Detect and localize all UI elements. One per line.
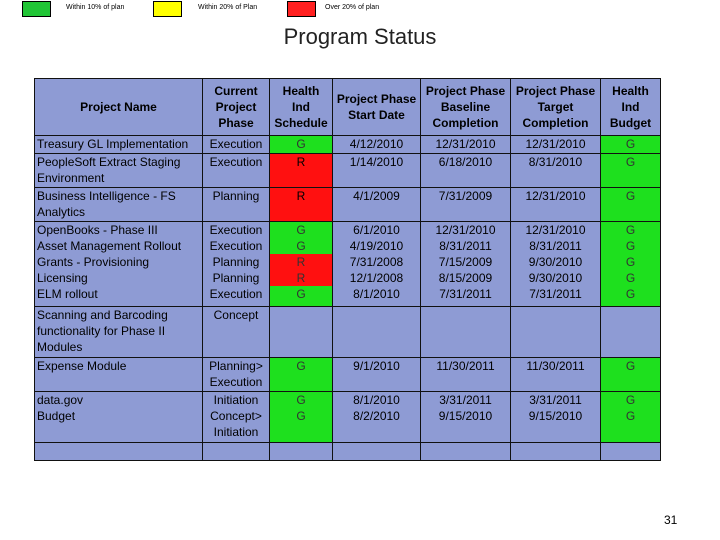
cell-line: Grants - Provisioning (37, 255, 150, 269)
cell-line: 7/31/2009 (438, 189, 493, 203)
header-line: Health (612, 84, 649, 98)
header-health-budget (601, 79, 661, 136)
cell-schedule (270, 358, 333, 392)
cell-line: Planning (212, 189, 260, 203)
health-indicator: G (601, 254, 660, 270)
header-line: Schedule (274, 116, 328, 130)
cell-baseline (421, 392, 511, 443)
health-indicator: G (601, 286, 660, 302)
cell-line: 8/31/2011 (439, 239, 492, 253)
cell-schedule (270, 443, 333, 461)
cell-line: functionality for Phase II (37, 324, 166, 338)
health-indicator: G (270, 408, 332, 424)
cell-target (511, 136, 601, 154)
cell-line: 12/31/2010 (525, 189, 586, 203)
table-row (35, 154, 661, 188)
cell-start (333, 154, 421, 188)
legend-label-red: Over 20% of plan (325, 4, 380, 11)
cell-baseline (421, 188, 511, 222)
header-line: Budget (609, 116, 652, 130)
cell-line: 8/31/2011 (529, 239, 582, 253)
cell-budget (601, 136, 661, 154)
cell-line: 4/12/2010 (349, 137, 404, 151)
cell-baseline (421, 443, 511, 461)
cell-line: Business Intelligence - FS (37, 189, 176, 203)
cell-budget (601, 307, 661, 358)
cell-line: 6/1/2010 (353, 223, 400, 237)
cell-baseline (421, 307, 511, 358)
cell-line: Initiation (213, 425, 259, 439)
cell-baseline (421, 136, 511, 154)
header-line: Current (214, 84, 258, 98)
header-line: Baseline (440, 100, 491, 114)
health-indicator: R (296, 189, 306, 203)
cell-start (333, 392, 421, 443)
cell-line: Execution (209, 155, 263, 169)
cell-name (35, 136, 203, 154)
health-indicator: G (601, 270, 660, 286)
legend-label-yellow: Within 20% of Plan (198, 4, 258, 11)
legend-label-green: Within 10% of plan (66, 4, 125, 11)
header-current-phase (203, 79, 270, 136)
legend-swatch-yellow (153, 1, 182, 17)
cell-line: 11/30/2011 (526, 359, 585, 373)
page-title: Program Status (283, 24, 437, 49)
health-indicator: G (601, 408, 660, 424)
table-row (35, 358, 661, 392)
cell-start (333, 188, 421, 222)
cell-line: 7/31/2011 (439, 287, 492, 301)
cell-baseline (421, 222, 511, 307)
cell-name (35, 188, 203, 222)
health-indicator: G (601, 222, 660, 238)
cell-baseline (421, 358, 511, 392)
cell-line: Scanning and Barcoding (37, 308, 168, 322)
health-indicator: G (625, 189, 636, 203)
cell-line: 9/15/2010 (528, 409, 583, 423)
cell-line: Analytics (37, 205, 86, 219)
health-indicator: G (296, 137, 306, 151)
cell-line: 11/30/2011 (436, 359, 495, 373)
cell-target (511, 443, 601, 461)
cell-line: 1/14/2010 (349, 155, 404, 169)
cell-line: Planning (212, 255, 260, 269)
table-row (35, 307, 661, 358)
header-line: Phase (218, 116, 254, 130)
cell-schedule (270, 188, 333, 222)
header-line: Project Phase (515, 84, 596, 98)
cell-budget (601, 222, 661, 307)
health-indicator: G (270, 286, 332, 302)
cell-target (511, 188, 601, 222)
cell-budget (601, 443, 661, 461)
header-line: Project Name (80, 100, 157, 114)
health-indicator: G (270, 392, 332, 408)
header-line: Ind (621, 100, 640, 114)
cell-line: Execution (209, 375, 263, 389)
legend-swatch-green (22, 1, 51, 17)
cell-target (511, 392, 601, 443)
header-phase-start (333, 79, 421, 136)
header-project-name (35, 79, 203, 136)
cell-name (35, 392, 203, 443)
cell-line: 4/19/2010 (349, 239, 404, 253)
header-line: Project Phase (425, 84, 506, 98)
cell-line: OpenBooks - Phase III (37, 223, 158, 237)
cell-line: 9/30/2010 (528, 271, 583, 285)
header-line: Project Phase (336, 92, 417, 106)
cell-target (511, 222, 601, 307)
table-row (35, 443, 661, 461)
cell-baseline (421, 154, 511, 188)
cell-start (333, 307, 421, 358)
cell-name (35, 358, 203, 392)
cell-line: 8/1/2010 (353, 393, 400, 407)
health-indicator: G (625, 137, 636, 151)
cell-line: 7/31/2008 (349, 255, 404, 269)
cell-target (511, 358, 601, 392)
cell-line: 7/15/2009 (438, 255, 493, 269)
header-line: Completion (522, 116, 589, 130)
cell-name (35, 443, 203, 461)
cell-line: data.gov (37, 393, 84, 407)
header-line: Target (537, 100, 574, 114)
cell-target (511, 307, 601, 358)
cell-phase (203, 307, 270, 358)
cell-line: 12/31/2010 (435, 223, 496, 237)
table-row (35, 222, 661, 307)
legend-swatch-red (287, 1, 316, 17)
header-health-schedule (270, 79, 333, 136)
cell-line: 9/1/2010 (353, 359, 400, 373)
cell-start (333, 222, 421, 307)
cell-phase (203, 154, 270, 188)
cell-target (511, 154, 601, 188)
header-line: Ind (292, 100, 310, 114)
cell-budget (601, 358, 661, 392)
header-target-completion (511, 79, 601, 136)
cell-line: 8/2/2010 (353, 409, 400, 423)
cell-line: 3/31/2011 (439, 393, 492, 407)
cell-line: Concept> (210, 409, 262, 423)
cell-schedule (270, 392, 333, 443)
health-indicator: G (601, 238, 660, 254)
cell-start (333, 443, 421, 461)
cell-start (333, 136, 421, 154)
cell-line: 7/31/2011 (529, 287, 582, 301)
cell-line: 8/31/2010 (528, 155, 583, 169)
cell-schedule (270, 222, 333, 307)
table-row (35, 136, 661, 154)
cell-line: Asset Management Rollout (37, 239, 182, 253)
cell-budget (601, 392, 661, 443)
health-indicator: R (270, 270, 332, 286)
cell-line: 9/15/2010 (438, 409, 493, 423)
cell-line: 8/15/2009 (438, 271, 493, 285)
cell-line: Treasury GL Implementation (37, 137, 189, 151)
cell-line: 3/31/2011 (529, 393, 582, 407)
cell-line: 12/31/2010 (525, 223, 586, 237)
header-line: Start Date (348, 108, 405, 122)
health-indicator: R (270, 254, 332, 270)
cell-phase (203, 392, 270, 443)
cell-line: Budget (37, 409, 76, 423)
health-indicator: G (296, 359, 306, 373)
cell-line: 4/1/2009 (353, 189, 400, 203)
cell-line: Licensing (37, 271, 88, 285)
cell-line: Execution (209, 287, 263, 301)
health-indicator: G (625, 155, 636, 169)
cell-line: Planning> (209, 359, 263, 373)
cell-name (35, 307, 203, 358)
cell-phase (203, 358, 270, 392)
cell-line: Execution (209, 239, 263, 253)
cell-line: 6/18/2010 (438, 155, 493, 169)
health-indicator: R (296, 155, 306, 169)
cell-line: 8/1/2010 (353, 287, 400, 301)
cell-line: Modules (37, 340, 83, 354)
cell-line: Environment (37, 171, 105, 185)
cell-phase (203, 136, 270, 154)
cell-budget (601, 188, 661, 222)
cell-phase (203, 188, 270, 222)
cell-line: Concept (213, 308, 259, 322)
cell-line: Expense Module (37, 359, 127, 373)
table-row (35, 392, 661, 443)
header-row (35, 79, 661, 136)
cell-line: PeopleSoft Extract Staging (37, 155, 181, 169)
health-indicator: G (270, 222, 332, 238)
page-number: 31 (664, 513, 678, 527)
header-baseline-completion (421, 79, 511, 136)
cell-line: 12/31/2010 (435, 137, 496, 151)
cell-line: 9/30/2010 (528, 255, 583, 269)
cell-line: Execution (209, 137, 263, 151)
table-row (35, 188, 661, 222)
health-indicator: G (625, 359, 636, 373)
cell-schedule (270, 154, 333, 188)
program-status-table (34, 78, 661, 461)
cell-line: 12/31/2010 (525, 137, 586, 151)
header-line: Health (282, 84, 320, 98)
cell-name (35, 222, 203, 307)
cell-schedule (270, 307, 333, 358)
cell-start (333, 358, 421, 392)
cell-line: 12/1/2008 (349, 271, 404, 285)
cell-name (35, 154, 203, 188)
cell-line: Initiation (213, 393, 259, 407)
cell-line: Execution (209, 223, 263, 237)
health-indicator: G (601, 392, 660, 408)
cell-phase (203, 443, 270, 461)
cell-line: ELM rollout (37, 287, 98, 301)
cell-schedule (270, 136, 333, 154)
header-line: Project (215, 100, 257, 114)
cell-line: Planning (212, 271, 260, 285)
health-indicator: G (270, 238, 332, 254)
cell-budget (601, 154, 661, 188)
cell-phase (203, 222, 270, 307)
header-line: Completion (432, 116, 499, 130)
